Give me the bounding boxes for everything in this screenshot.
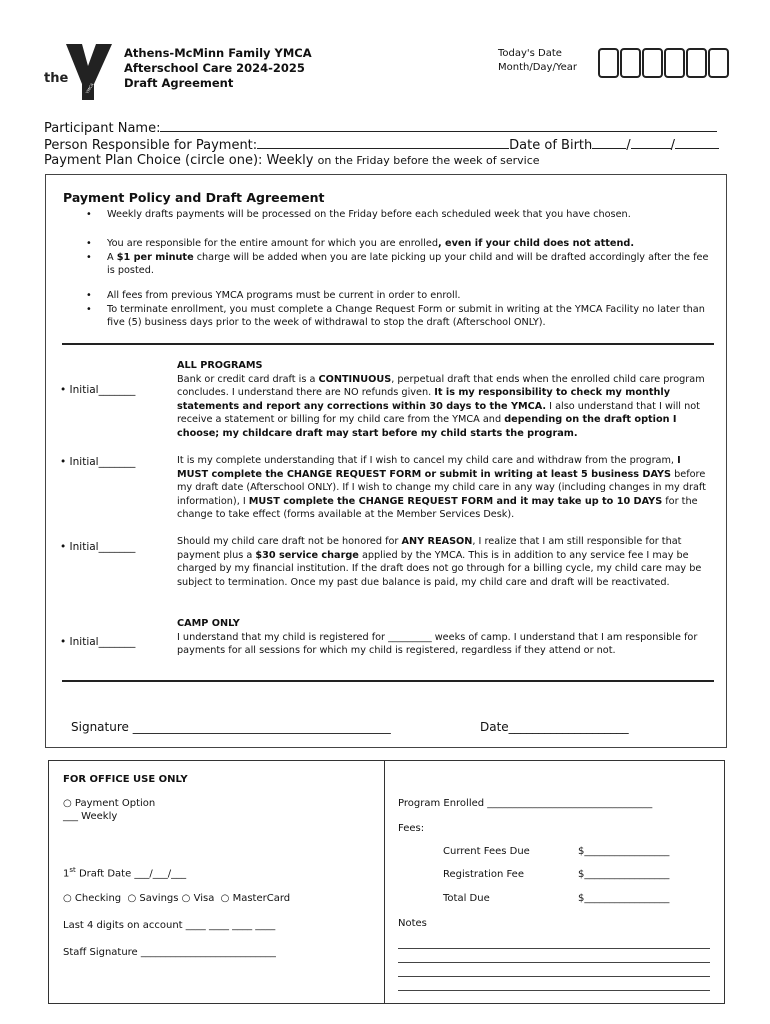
total-due-field[interactable]: $_________________ bbox=[578, 893, 670, 904]
payment-plan-label: Payment Plan Choice (circle one): Weekly bbox=[44, 153, 314, 168]
section-not-honored: Should my child care draft not be honored for ANY REASON, I realize that I am still responsible for that payment plus a $30 service charge applied by the YMCA. This is in addition to any service fee I may be charged by my financial institution. If the draft does not go through for a billing cycle, my child care may be subject to termination. Once my past due balance is paid, my child care and draft will be reactivated. bbox=[177, 536, 702, 588]
participant-name-label: Participant Name: bbox=[44, 121, 161, 136]
current-fees-label: Current Fees Due bbox=[443, 846, 530, 857]
bullet-weekly: • Weekly drafts payments will be processed on the Friday before each scheduled week that you have chosen. bbox=[86, 208, 716, 222]
bullet-responsible: • You are responsible for the entire amount for which you are enrolled, even if your child does not attend. bbox=[86, 237, 716, 251]
date-box[interactable] bbox=[620, 48, 641, 78]
dob-year[interactable] bbox=[675, 136, 719, 149]
logo-word: the bbox=[44, 71, 69, 86]
dob-sep: / bbox=[670, 138, 676, 153]
date-box[interactable] bbox=[598, 48, 619, 78]
last-four-digits[interactable]: Last 4 digits on account ____ ____ ____ ____ bbox=[63, 920, 276, 931]
notes-line[interactable] bbox=[398, 948, 710, 949]
participant-name-row bbox=[44, 119, 717, 136]
signature-field[interactable]: Signature ___________________________________________ bbox=[71, 720, 391, 734]
divider bbox=[62, 680, 714, 682]
current-fees-field[interactable]: $_________________ bbox=[578, 846, 670, 857]
payment-option[interactable]: ○ Payment Option bbox=[63, 798, 156, 809]
bullet-list-3 bbox=[86, 289, 716, 330]
responsible-label: Person Responsible for Payment: bbox=[44, 138, 258, 153]
today-format: Month/Day/Year bbox=[498, 62, 577, 73]
todays-date-label bbox=[498, 47, 577, 75]
date-box[interactable] bbox=[708, 48, 729, 78]
divider bbox=[62, 343, 714, 345]
staff-signature[interactable]: Staff Signature ___________________________ bbox=[63, 947, 276, 958]
policy-title: Payment Policy and Draft Agreement bbox=[63, 190, 325, 205]
responsible-row bbox=[44, 136, 719, 153]
dob-month[interactable] bbox=[592, 136, 626, 149]
date-box[interactable] bbox=[664, 48, 685, 78]
date-box[interactable] bbox=[642, 48, 663, 78]
initial-field[interactable]: • Initial_______ bbox=[60, 384, 136, 396]
payment-plan-note: on the Friday before the week of service bbox=[317, 154, 540, 167]
registration-fee-field[interactable]: $_________________ bbox=[578, 869, 670, 880]
notes-line[interactable] bbox=[398, 962, 710, 963]
section-cancel: It is my complete understanding that if I wish to cancel my child care and withdraw from the program, I MUST complete the CHANGE REQUEST FORM or submit in writing at least 5 business DAYS before my draft date (Afterschool ONLY). If I wish to change my child care in any way (including changes in my draft information), I MUST complete the CHANGE REQUEST FORM and it may take up to 10 DAYS for the change to take effect (forms available at the Member Services Desk). bbox=[177, 455, 706, 521]
first-draft-date[interactable]: 1st Draft Date ___/___/___ bbox=[63, 866, 187, 880]
org-name: Athens-McMinn Family YMCA bbox=[124, 46, 312, 60]
account-type-options[interactable]: ○ Checking ○ Savings ○ Visa ○ MasterCard bbox=[63, 893, 291, 904]
bullet-late-fee: • A $1 per minute charge will be added when you are late picking up your child and will be drafted accordingly after the fee is posted. bbox=[86, 251, 716, 278]
today-label: Today's Date bbox=[498, 48, 562, 59]
bullet-list-1 bbox=[86, 208, 716, 222]
office-divider bbox=[384, 760, 385, 1003]
dob-label: Date of Birth bbox=[509, 138, 593, 153]
bullet-terminate: • To terminate enrollment, you must complete a Change Request Form or submit in writing at the YMCA Facility no later than five (5) business days prior to the week of withdrawal to stop the draft (Afterschool ONLY). bbox=[86, 303, 716, 330]
payment-plan-row bbox=[44, 153, 540, 168]
logo-tag: YMCA bbox=[84, 82, 95, 95]
responsible-field[interactable] bbox=[257, 136, 509, 149]
signature-date-field[interactable]: Date____________________ bbox=[480, 720, 629, 734]
registration-fee-label: Registration Fee bbox=[443, 869, 524, 880]
participant-name-field[interactable] bbox=[160, 119, 717, 132]
section-all-programs: ALL PROGRAMS Bank or credit card draft is a CONTINUOUS, perpetual draft that ends when the enrolled child care program concludes. I understand there are NO refunds given. It is my responsibility to check my monthly statements and report any corrections within 30 days to the YMCA. I also understand that I will not receive a statement or billing for my child care from the YMCA and depending on the draft option I choose; my childcare draft may start before my child starts the program. bbox=[177, 360, 705, 439]
bullet-list-2 bbox=[86, 237, 716, 278]
notes-line[interactable] bbox=[398, 976, 710, 977]
document-title: Draft Agreement bbox=[124, 76, 234, 90]
date-box[interactable] bbox=[686, 48, 707, 78]
section-camp: CAMP ONLY I understand that my child is registered for _________ weeks of camp. I understand that I am responsible for payments for all sessions for which my child is registered, regardless if they attend or not. bbox=[177, 618, 698, 657]
office-title: FOR OFFICE USE ONLY bbox=[63, 774, 188, 785]
ymca-logo bbox=[44, 44, 116, 100]
notes-label: Notes bbox=[398, 918, 427, 929]
program-name: Afterschool Care 2024-2025 bbox=[124, 61, 305, 75]
notes-line[interactable] bbox=[398, 990, 710, 991]
program-enrolled[interactable]: Program Enrolled _________________________________ bbox=[398, 798, 653, 809]
date-boxes[interactable] bbox=[598, 48, 729, 78]
initial-field[interactable]: • Initial_______ bbox=[60, 636, 136, 648]
weekly-option[interactable]: ___ Weekly bbox=[63, 811, 118, 822]
dob-sep: / bbox=[626, 138, 631, 153]
fees-label: Fees: bbox=[398, 823, 425, 834]
bullet-previous-fees: • All fees from previous YMCA programs must be current in order to enroll. bbox=[86, 289, 716, 303]
dob-day[interactable] bbox=[631, 136, 671, 149]
initial-field[interactable]: • Initial_______ bbox=[60, 456, 136, 468]
total-due-label: Total Due bbox=[443, 893, 490, 904]
header-titles bbox=[124, 46, 312, 91]
initial-field[interactable]: • Initial_______ bbox=[60, 541, 136, 553]
